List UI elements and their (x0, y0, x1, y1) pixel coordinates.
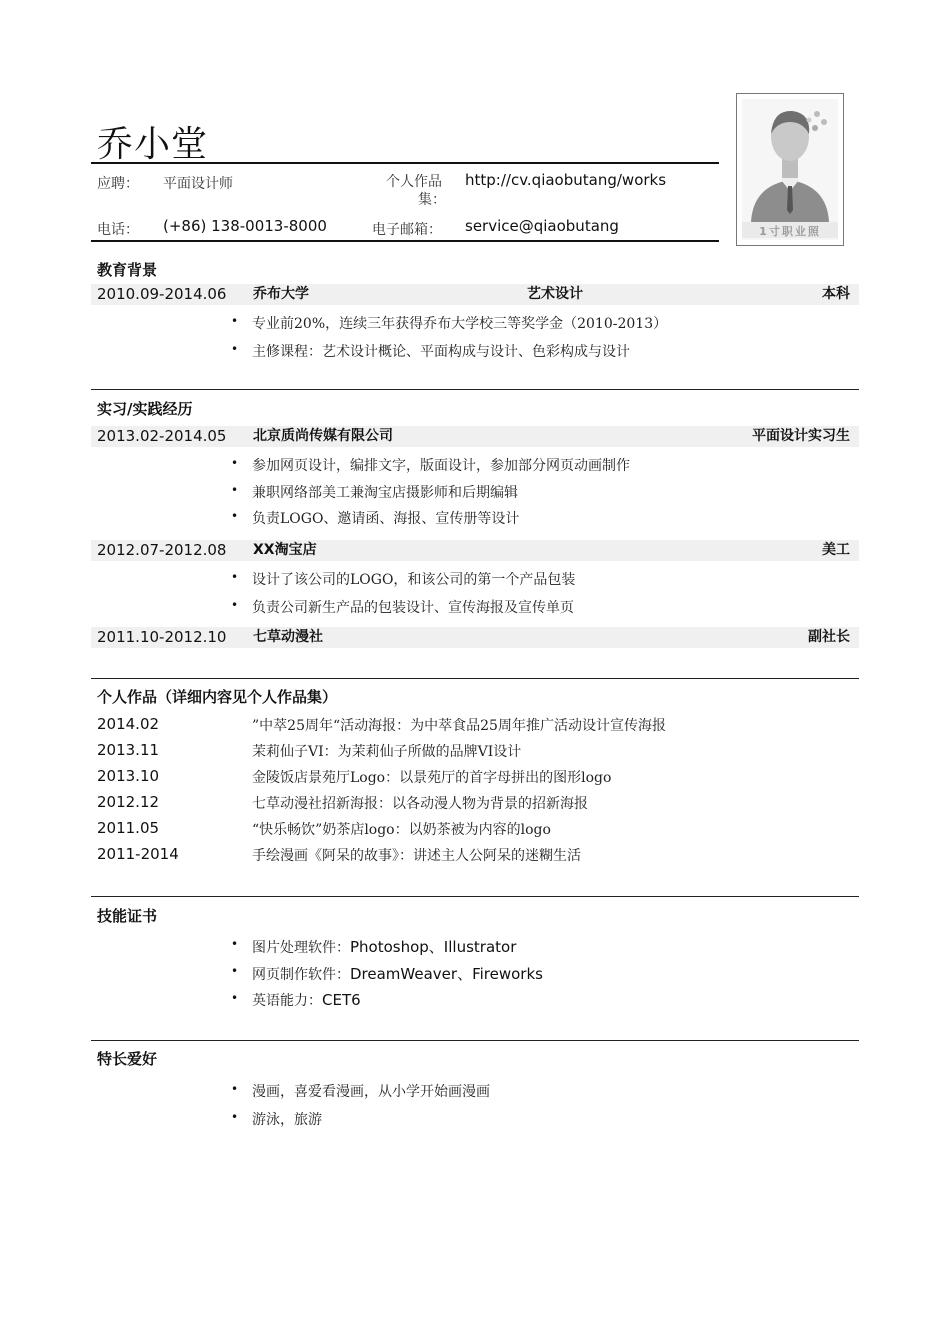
bullet-icon: • (231, 314, 239, 328)
experience-row (91, 426, 859, 447)
experience-role: 平面设计实习生 (752, 428, 850, 444)
portfolio-link[interactable]: http://cv.qiaobutang/works (465, 171, 667, 189)
portfolio-label-line1: 个人作品 (386, 174, 442, 190)
portfolio-label (386, 173, 446, 209)
skill-item (252, 963, 543, 984)
education-row (91, 284, 859, 305)
experience-date: 2011.10-2012.10 (97, 628, 227, 646)
bullet-icon: • (231, 509, 239, 523)
bullet-icon: • (231, 456, 239, 470)
education-major: 艺术设计 (527, 286, 583, 302)
section-divider (91, 389, 859, 390)
education-school: 乔布大学 (253, 286, 309, 302)
experience-title: 实习/实践经历 (97, 400, 193, 418)
phone-label: 电话： (97, 222, 139, 238)
skill-label: 网页制作软件： (252, 967, 350, 983)
work-date: 2011-2014 (97, 845, 179, 863)
bullet-icon: • (231, 991, 239, 1005)
experience-bullet: 负责公司新生产品的包装设计、宣传海报及宣传单页 (252, 600, 574, 616)
experience-role: 副社长 (808, 629, 850, 645)
work-text: 七草动漫社招新海报：以各动漫人物为背景的招新海报 (252, 796, 588, 812)
apply-label: 应聘： (97, 176, 139, 192)
work-text: 金陵饭店景苑厅Logo：以景苑厅的首字母拼出的图形logo (252, 770, 612, 786)
experience-org: 北京质尚传媒有限公司 (253, 428, 393, 444)
work-date: 2014.02 (97, 715, 160, 733)
section-divider (91, 678, 859, 679)
header-divider (91, 240, 719, 242)
bullet-icon: • (231, 483, 239, 497)
section-divider (91, 1040, 859, 1041)
experience-bullet: 设计了该公司的LOGO，和该公司的第一个产品包装 (252, 572, 576, 588)
bullet-icon: • (231, 1082, 239, 1096)
works-title: 个人作品（详细内容见个人作品集） (97, 688, 338, 706)
bullet-icon: • (231, 1110, 239, 1124)
work-text: 手绘漫画《阿呆的故事》：讲述主人公阿呆的迷糊生活 (252, 848, 581, 864)
email-label: 电子邮箱： (372, 222, 442, 238)
education-bullet: 主修课程：艺术设计概论、平面构成与设计、色彩构成与设计 (252, 344, 630, 360)
work-date: 2012.12 (97, 793, 160, 811)
work-date: 2013.10 (97, 767, 160, 785)
experience-bullet: 参加网页设计，编排文字，版面设计，参加部分网页动画制作 (252, 458, 630, 474)
section-divider (91, 896, 859, 897)
profile-photo (736, 93, 844, 246)
portfolio-label-line2: 集： (418, 192, 446, 208)
email-value[interactable]: service@qiaobutang (465, 217, 619, 235)
experience-row (91, 627, 859, 648)
experience-row (91, 540, 859, 561)
skill-item (252, 936, 516, 957)
skill-label: 图片处理软件： (252, 940, 350, 956)
work-date: 2011.05 (97, 819, 160, 837)
education-title: 教育背景 (97, 261, 158, 279)
education-bullet: 专业前20%，连续三年获得乔布大学校三等奖学金（2010-2013） (252, 316, 668, 332)
skill-value: CET6 (322, 991, 361, 1009)
name-divider (91, 162, 719, 164)
work-text: 茉莉仙子VI：为茉莉仙子所做的品牌VI设计 (252, 744, 522, 760)
bullet-icon: • (231, 598, 239, 612)
experience-date: 2013.02-2014.05 (97, 427, 227, 445)
work-text: ”中萃25周年“活动海报：为中萃食品25周年推广活动设计宣传海报 (252, 718, 666, 734)
photo-caption: 1寸职业照 (759, 225, 821, 238)
experience-bullet: 负责LOGO、邀请函、海报、宣传册等设计 (252, 511, 520, 527)
skill-value: Photoshop、Illustrator (350, 938, 517, 956)
hobby-item: 游泳，旅游 (252, 1112, 322, 1128)
candidate-name: 乔小堂 (97, 124, 209, 165)
bullet-icon: • (231, 937, 239, 951)
bullet-icon: • (231, 342, 239, 356)
experience-org: XX淘宝店 (253, 542, 317, 558)
experience-org: 七草动漫社 (253, 629, 323, 645)
hobbies-title: 特长爱好 (97, 1050, 158, 1068)
bullet-icon: • (231, 964, 239, 978)
apply-value: 平面设计师 (163, 176, 233, 192)
work-date: 2013.11 (97, 741, 160, 759)
education-date: 2010.09-2014.06 (97, 285, 227, 303)
experience-date: 2012.07-2012.08 (97, 541, 227, 559)
hobby-item: 漫画，喜爱看漫画，从小学开始画漫画 (252, 1084, 490, 1100)
skill-item (252, 990, 361, 1010)
phone-value: (+86) 138-0013-8000 (163, 217, 327, 235)
skill-value: DreamWeaver、Fireworks (350, 965, 543, 983)
education-degree: 本科 (822, 286, 850, 302)
experience-bullet: 兼职网络部美工兼淘宝店摄影师和后期编辑 (252, 485, 518, 501)
work-text: “快乐畅饮”奶茶店logo：以奶茶被为内容的logo (252, 822, 551, 838)
experience-role: 美工 (822, 542, 850, 558)
skill-label: 英语能力： (252, 993, 322, 1009)
skills-title: 技能证书 (97, 907, 158, 925)
bullet-icon: • (231, 570, 239, 584)
